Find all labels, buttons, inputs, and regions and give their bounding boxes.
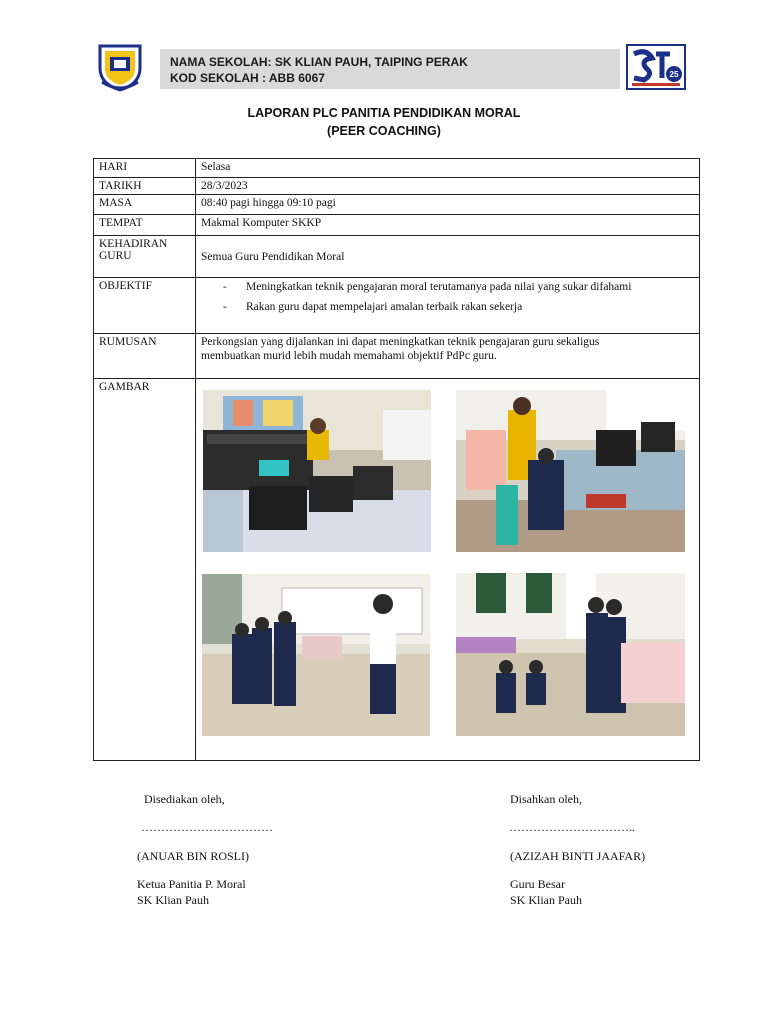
photo-computer-lab-1 [203, 390, 431, 552]
approved-by-org: SK Klian Pauh [510, 893, 582, 907]
photo-computer-lab-2 [456, 390, 685, 552]
tempat-label: TEMPAT [94, 215, 196, 236]
school-crest-logo [96, 42, 144, 92]
prepared-by-role: Ketua Panitia P. Moral [137, 877, 246, 891]
tempat-value: Makmal Komputer SKKP [196, 215, 700, 236]
ministry-25-logo [626, 44, 686, 90]
prepared-by-name: (ANUAR BIN ROSLI) [137, 849, 249, 863]
school-header-band [160, 49, 620, 89]
row-rumusan [94, 334, 700, 379]
rumusan-label: RUMUSAN [94, 334, 196, 379]
rumusan-line1: Perkongsian yang dijalankan ini dapat meningkatkan teknik pengajaran guru sekaligus [201, 336, 600, 348]
masa-value: 08:40 pagi hingga 09:10 pagi [196, 195, 700, 215]
approved-by-name: (AZIZAH BINTI JAAFAR) [510, 849, 646, 863]
tarikh-value: 28/3/2023 [196, 178, 700, 195]
report-title: LAPORAN PLC PANITIA PENDIDIKAN MORAL [247, 106, 521, 120]
kehadiran-label-line2: GURU [99, 250, 132, 262]
approved-by-role: Guru Besar [510, 877, 565, 891]
row-masa [94, 195, 700, 215]
prepared-by-heading: Disediakan oleh, [144, 792, 225, 806]
kehadiran-label-line1: KEHADIRAN [99, 238, 168, 250]
photo-classroom-1 [202, 574, 430, 736]
kehadiran-label [94, 236, 196, 278]
row-kehadiran [94, 236, 700, 278]
gambar-label: GAMBAR [94, 379, 196, 761]
hari-label: HARI [94, 159, 196, 178]
photo-classroom-2 [456, 573, 685, 736]
objektif-list [201, 281, 694, 313]
approved-by-signature-line: ………………………….. [509, 820, 635, 834]
school-name: NAMA SEKOLAH: SK KLIAN PAUH, TAIPING PERAK [170, 55, 468, 69]
kehadiran-value: Semua Guru Pendidikan Moral [196, 236, 700, 278]
row-hari [94, 159, 700, 178]
objektif-label: OBJEKTIF [94, 278, 196, 334]
row-objektif [94, 278, 700, 334]
hari-value: Selasa [196, 159, 700, 178]
row-tempat [94, 215, 700, 236]
objektif-value [196, 278, 700, 334]
tarikh-label: TARIKH [94, 178, 196, 195]
masa-label: MASA [94, 195, 196, 215]
prepared-by-signature-line: …………………………… [141, 820, 273, 834]
school-code: KOD SEKOLAH : ABB 6067 [170, 71, 325, 85]
approved-by-heading: Disahkan oleh, [510, 792, 582, 806]
logo-25-text: 25 [669, 70, 679, 79]
objektif-item: - Rakan guru dapat mempelajari amalan terbaik rakan sekerja [223, 301, 694, 313]
rumusan-value [196, 334, 700, 379]
report-subtitle: (PEER COACHING) [327, 124, 441, 138]
rumusan-line2: membuatkan murid lebih mudah memahami objektif PdPc guru. [201, 350, 497, 362]
objektif-item: - Meningkatkan teknik pengajaran moral terutamanya pada nilai yang sukar difahami [223, 281, 694, 293]
row-tarikh [94, 178, 700, 195]
prepared-by-org: SK Klian Pauh [137, 893, 209, 907]
